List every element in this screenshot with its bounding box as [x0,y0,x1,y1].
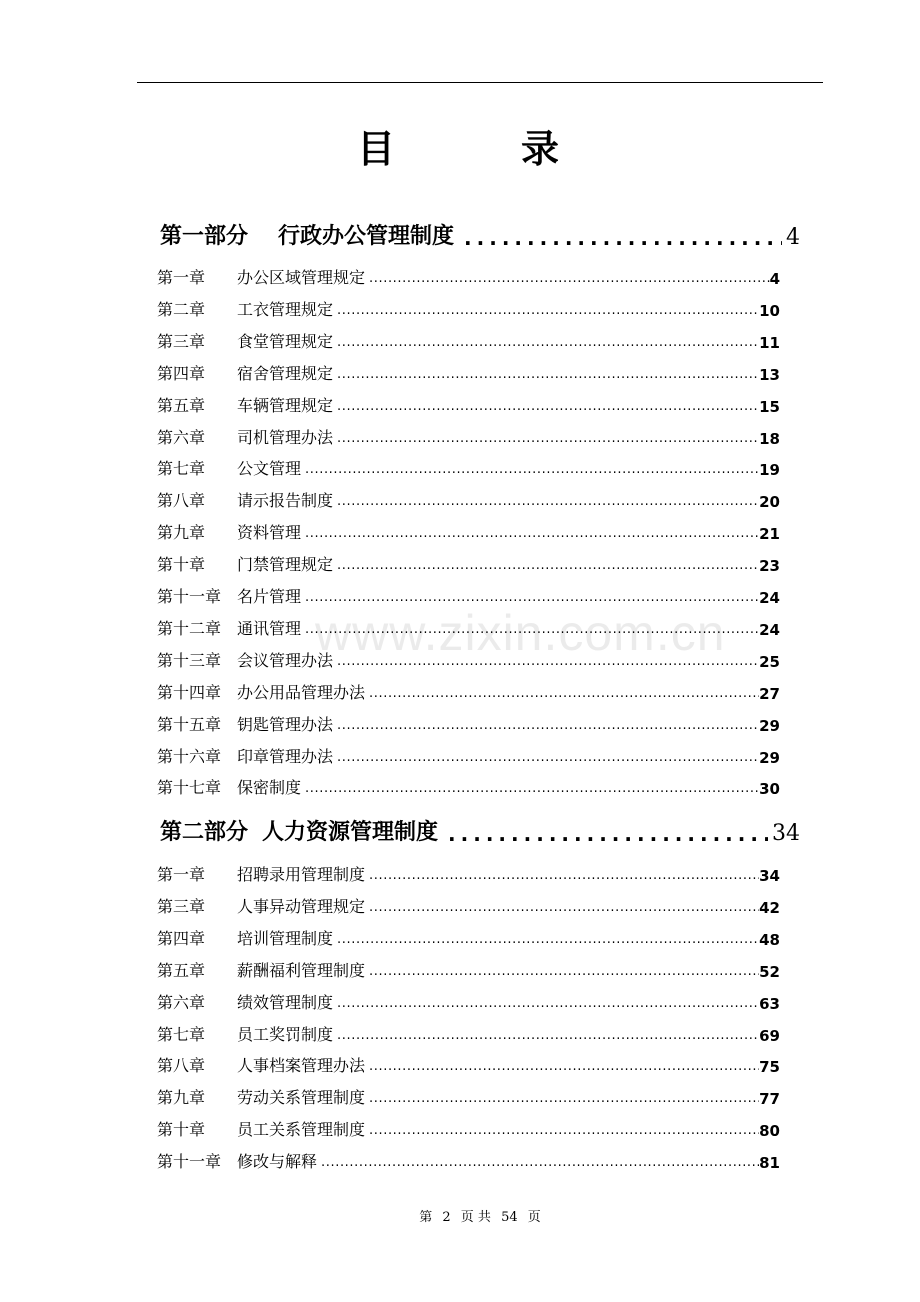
leader-dots [305,781,759,796]
leader-dots [369,271,770,286]
toc-chapter-row[interactable] [157,487,780,511]
chapter-title: 车辆管理规定 [237,395,334,415]
chapter-title: 员工奖罚制度 [237,1024,334,1044]
chapter-title: 公文管理 [237,459,302,479]
toc-chapter-row[interactable] [157,989,780,1013]
footer-prefix: 第 [419,1210,433,1225]
chapter-number: 第六章 [157,427,206,447]
toc-chapter-row[interactable] [157,647,780,671]
footer-middle: 页 共 [460,1210,491,1225]
chapter-number: 第十四章 [157,682,222,702]
chapter-title: 钥匙管理办法 [237,714,334,734]
chapter-title: 培训管理制度 [237,928,334,948]
chapter-page-number: 20 [759,493,780,512]
toc-chapter-row[interactable] [157,1021,780,1045]
toc-chapter-row[interactable] [157,925,780,949]
toc-chapter-row[interactable] [157,392,780,416]
toc-chapter-row[interactable] [157,615,780,639]
leader-dots [305,462,759,477]
watermark: www.zixin.com.cn [315,605,726,661]
toc-part-2[interactable] [160,812,800,846]
chapter-title: 保密制度 [237,778,302,798]
toc-chapter-row[interactable] [157,551,780,575]
chapter-title: 薪酬福利管理制度 [237,960,366,980]
chapter-number: 第三章 [157,896,206,916]
chapter-number: 第十六章 [157,746,222,766]
chapter-title: 修改与解释 [237,1152,318,1172]
chapter-number: 第十二章 [157,618,222,638]
chapter-page-number: 80 [759,1122,780,1141]
chapter-number: 第十一章 [157,587,222,606]
leader-dots [337,303,759,318]
chapter-title: 招聘录用管理制度 [237,865,366,884]
leader-dots [305,590,759,605]
chapter-title: 通讯管理 [237,618,302,638]
chapter-number: 第六章 [157,992,206,1012]
chapter-number: 第十一章 [157,1152,222,1172]
leader-dots [337,932,759,947]
chapter-title: 请示报告制度 [237,491,334,511]
chapter-number: 第一章 [157,268,206,287]
chapter-page-number: 18 [759,429,780,448]
leader-dots [337,1028,759,1043]
leader-dots [337,558,759,573]
chapter-title: 员工关系管理制度 [237,1120,366,1140]
chapter-page-number: 29 [759,716,780,735]
leader-dots [369,900,759,915]
chapter-title: 门禁管理规定 [237,555,334,575]
part-number: 第二部分 [160,820,249,845]
chapter-page-number: 42 [759,898,780,917]
chapter-number: 第四章 [157,928,206,948]
leader-dots [305,622,759,637]
part-title: 行政办公管理制度 [278,224,455,249]
chapter-title: 绩效管理制度 [237,992,334,1012]
leader-dots [369,1059,759,1074]
chapter-number: 第八章 [157,1056,206,1076]
toc-chapter-row[interactable] [157,519,780,543]
page-title: 目 录 [356,127,603,171]
chapter-title: 会议管理办法 [237,650,334,670]
chapter-page-number: 11 [759,333,780,352]
chapter-number: 第十章 [157,1120,206,1140]
header-rule [137,82,823,83]
chapter-number: 第九章 [157,523,206,543]
leader-dots [321,1155,759,1170]
toc-chapter-row[interactable] [157,1052,780,1076]
chapter-title: 人事异动管理规定 [237,896,366,916]
chapter-page-number: 13 [759,365,780,384]
leader-dots [369,1091,759,1106]
chapter-page-number: 69 [759,1026,780,1045]
leader-dots [337,335,759,350]
chapter-title: 办公用品管理办法 [237,682,366,702]
toc-chapter-row[interactable] [157,957,780,981]
toc-chapter-row[interactable] [157,893,780,917]
chapter-page-number: 23 [759,557,780,576]
leader-dots [369,964,759,979]
leader-dots [337,996,759,1011]
toc-chapter-row[interactable] [157,296,780,320]
chapter-number: 第十章 [157,555,206,575]
leader-dots [337,367,759,382]
chapter-number: 第七章 [157,459,206,479]
chapter-title: 资料管理 [237,523,302,543]
leader-dots [448,822,768,846]
part-page-number: 34 [772,821,800,846]
chapter-number: 第十五章 [157,714,222,734]
part-page-number: 4 [786,225,800,250]
chapter-number: 第五章 [157,395,206,415]
toc-chapter-row[interactable] [157,455,780,479]
toc-chapter-row[interactable] [157,583,780,607]
toc-chapter-row[interactable] [157,861,780,885]
part-title: 人力资源管理制度 [262,820,439,845]
chapter-page-number: 75 [759,1058,780,1077]
toc-chapter-row[interactable] [157,264,780,288]
chapter-page-number: 29 [759,748,780,767]
chapter-number: 第四章 [157,363,206,383]
toc-chapter-row[interactable] [157,1148,780,1172]
chapter-page-number: 19 [759,461,780,480]
leader-dots [337,718,759,733]
chapter-page-number: 24 [759,589,780,607]
chapter-page-number: 25 [759,652,780,671]
toc-chapter-row[interactable] [157,328,780,352]
chapter-title: 名片管理 [237,587,302,606]
footer-current-page: 2 [442,1210,451,1225]
chapter-title: 食堂管理规定 [237,331,334,351]
chapter-title: 宿舍管理规定 [237,363,334,383]
chapter-number: 第七章 [157,1024,206,1044]
toc-chapter-row[interactable] [157,711,780,735]
leader-dots [369,1123,759,1138]
chapter-page-number: 27 [759,684,780,703]
toc-chapter-row[interactable] [157,424,780,448]
leader-dots [369,686,759,701]
footer-total-pages: 54 [501,1210,518,1225]
chapter-page-number: 10 [759,301,780,320]
chapter-number: 第一章 [157,865,206,884]
toc-chapter-row[interactable] [157,360,780,384]
chapter-page-number: 77 [759,1090,780,1109]
footer-suffix: 页 [527,1210,541,1225]
chapter-title: 劳动关系管理制度 [237,1088,366,1108]
chapter-number: 第十三章 [157,650,222,670]
chapter-page-number: 4 [769,270,780,288]
leader-dots [464,226,782,250]
chapter-page-number: 15 [759,397,780,416]
leader-dots [305,526,759,541]
leader-dots [337,750,759,765]
chapter-page-number: 63 [759,994,780,1013]
chapter-page-number: 30 [759,780,780,799]
chapter-title: 办公区域管理规定 [237,268,366,287]
chapter-title: 印章管理办法 [237,746,334,766]
leader-dots [337,654,759,669]
chapter-page-number: 81 [759,1154,780,1173]
chapter-page-number: 24 [759,620,780,639]
chapter-page-number: 21 [759,525,780,544]
page-footer [0,1206,920,1225]
chapter-number: 第三章 [157,331,206,351]
leader-dots [369,868,759,883]
chapter-title: 人事档案管理办法 [237,1056,366,1076]
toc-chapter-row[interactable] [157,774,780,798]
toc-chapter-row[interactable] [157,743,780,767]
chapter-number: 第五章 [157,960,206,980]
leader-dots [337,399,759,414]
chapter-title: 司机管理办法 [237,427,334,447]
chapter-number: 第九章 [157,1088,206,1108]
chapter-page-number: 48 [759,930,780,949]
chapter-title: 工衣管理规定 [237,299,334,319]
chapter-number: 第八章 [157,491,206,511]
chapter-page-number: 34 [759,867,780,885]
chapter-number: 第二章 [157,299,206,319]
part-number: 第一部分 [160,224,249,249]
toc-chapter-row[interactable] [157,1084,780,1108]
toc-part-1[interactable] [160,216,800,250]
leader-dots [337,431,759,446]
leader-dots [337,494,759,509]
chapter-number: 第十七章 [157,778,222,798]
chapter-page-number: 52 [759,962,780,981]
toc-chapter-row[interactable] [157,1116,780,1140]
toc-chapter-row[interactable] [157,679,780,703]
